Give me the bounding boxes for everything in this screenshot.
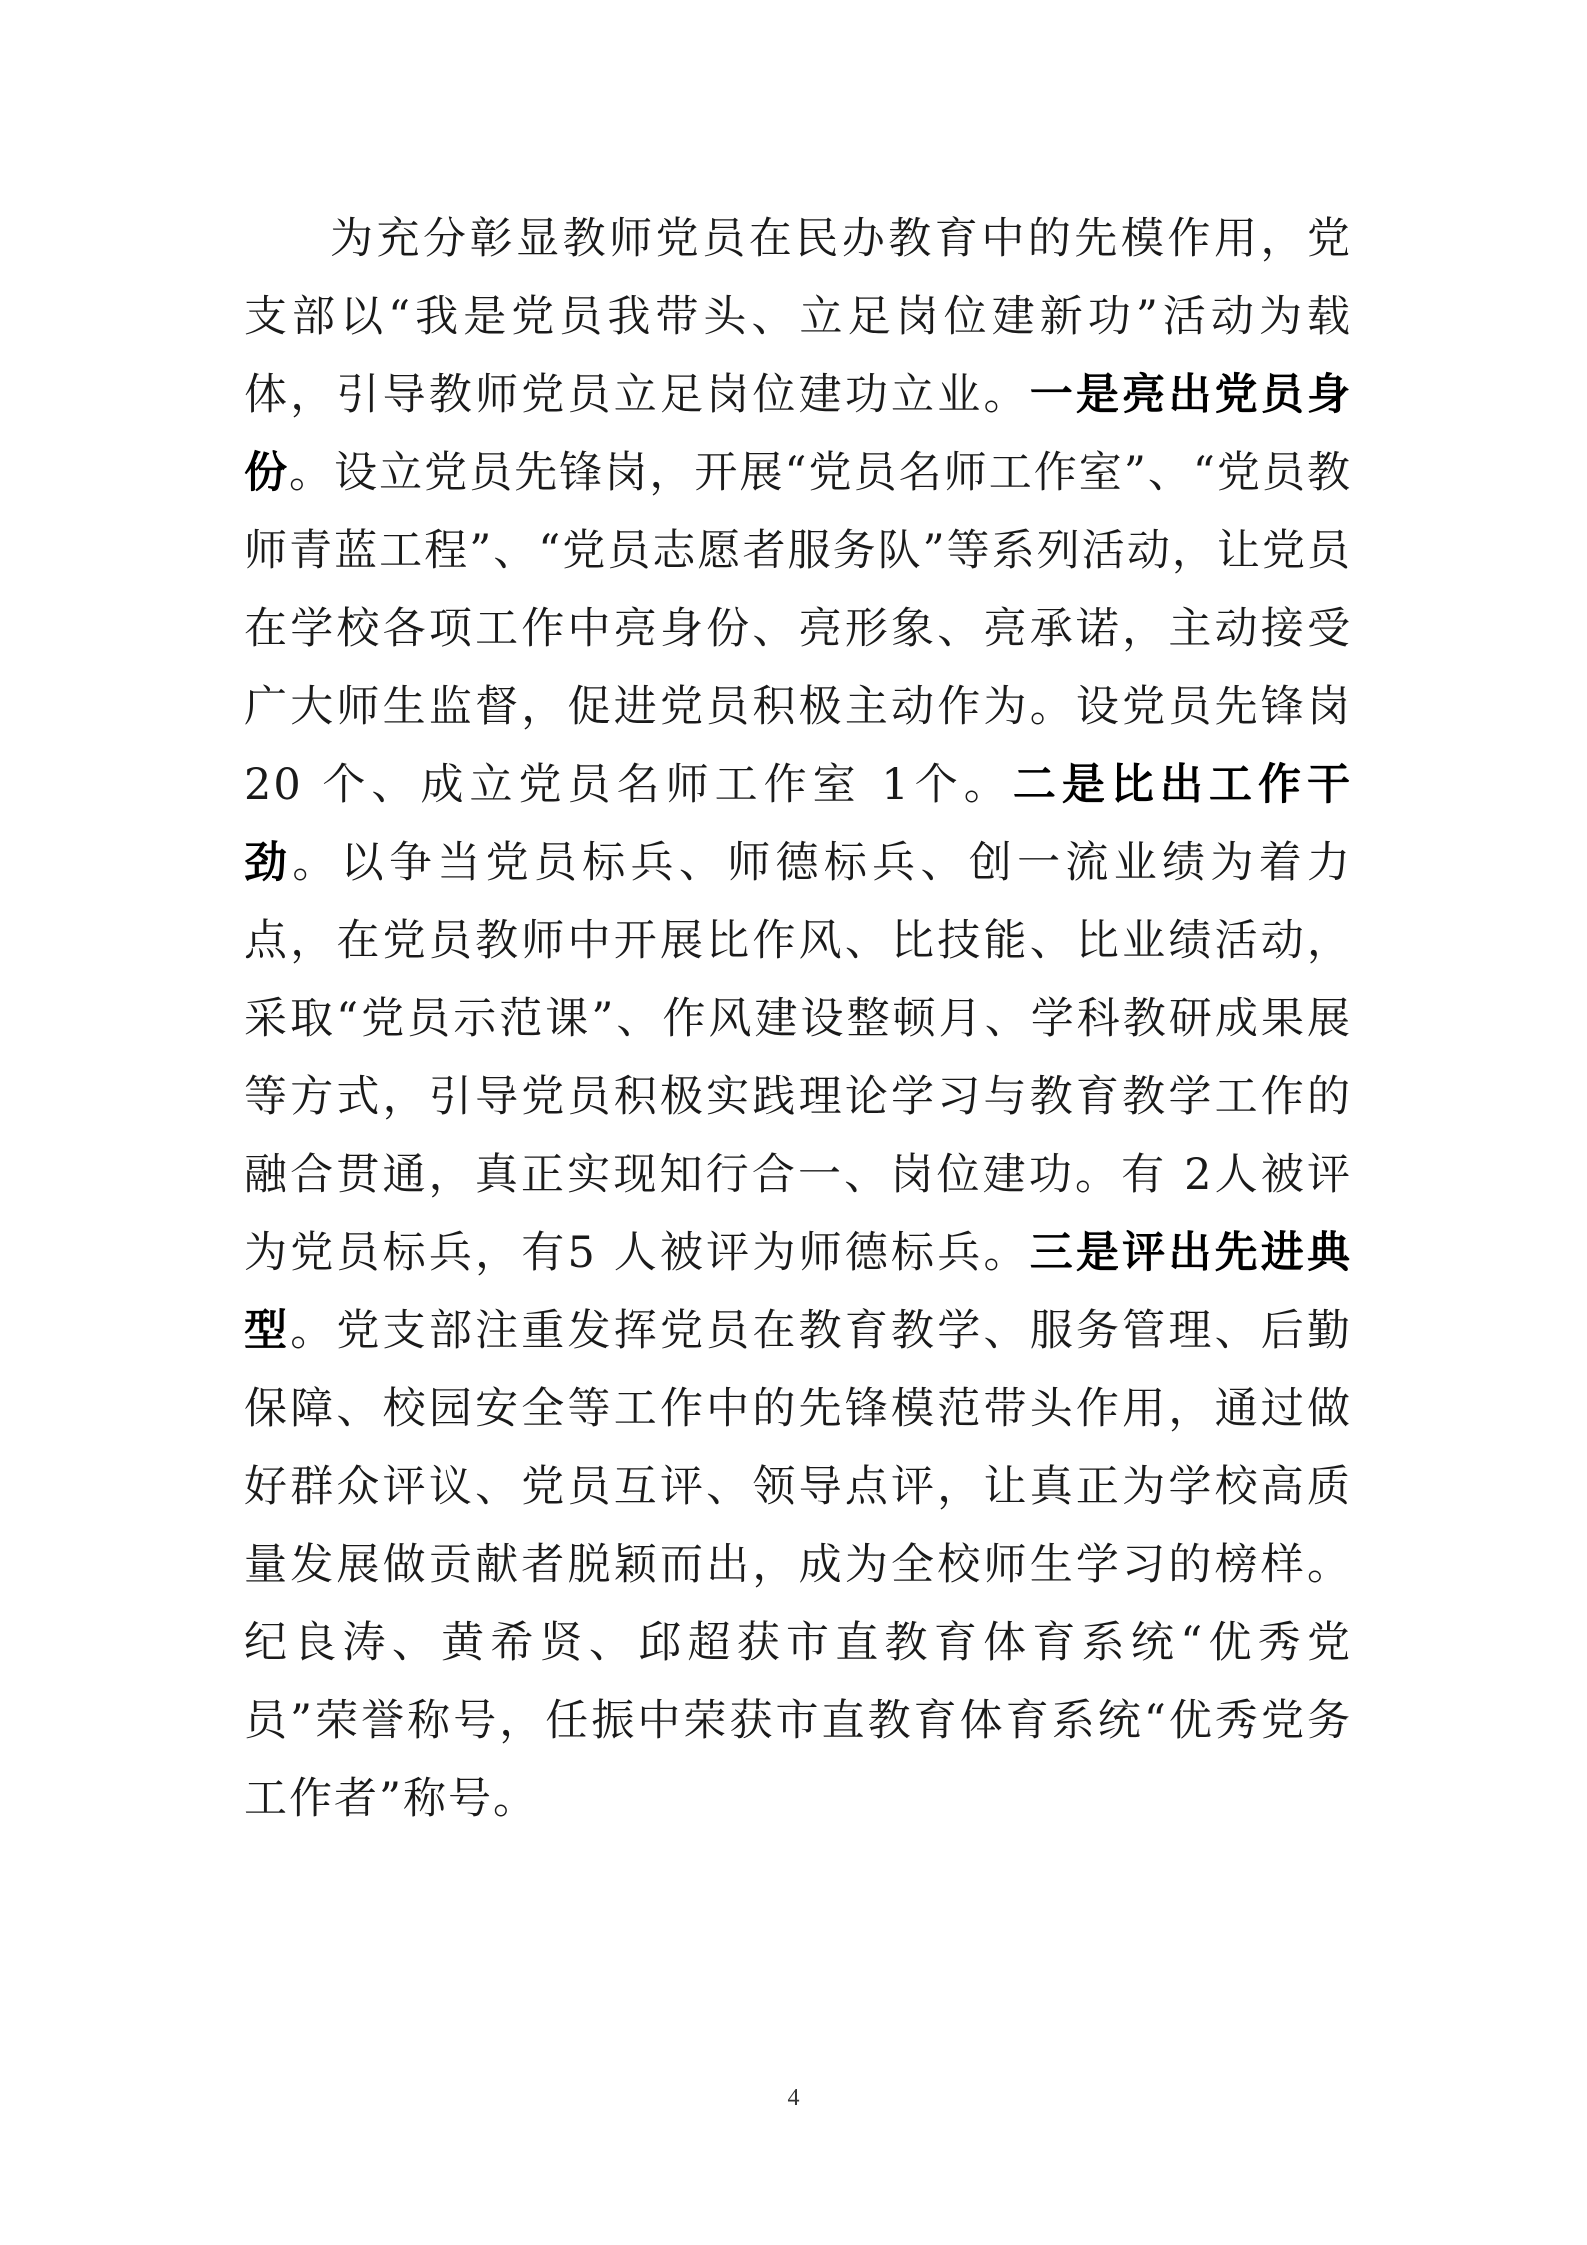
page-number: 4 [787, 2085, 800, 2111]
body-paragraph [244, 200, 1352, 1838]
bold-heading-2: 二是比出工作干劲 [244, 760, 1353, 888]
paragraph-segment-3: 。以争当党员标兵、师德标兵、创一流业绩为着力点，在党员教师中开展比作风、比技能、比业绩活动，采取“党员示范课”、作风建设整顿月、学科教研成果展等方式，引导党员积极实践理论学习与教育教学工作的融合贯通，真正实现知行合一、岗位建功。有 2人被评为党员标兵，有5 人被评为师德标兵。 [244, 838, 1353, 1278]
paragraph-segment-2: 。设立党员先锋岗，开展“党员名师工作室”、“党员教师青蓝工程”、“党员志愿者服务队”等系列活动，让党员在学校各项工作中亮身份、亮形象、亮承诺，主动接受广大师生监督，促进党员积极主动作为。设党员先锋岗20 个、成立党员名师工作室 1个。 [244, 448, 1353, 810]
paragraph-segment-1: 为充分彰显教师党员在民办教育中的先模作用，党支部以“我是党员我带头、立足岗位建新功”活动为载体，引导教师党员立足岗位建功立业。 [244, 214, 1352, 420]
paragraph-segment-4: 。党支部注重发挥党员在教育教学、服务管理、后勤保障、校园安全等工作中的先锋模范带头作用，通过做好群众评议、党员互评、领导点评，让真正为学校高质量发展做贡献者脱颖而出，成为全校师生学习的榜样。纪良涛、黄希贤、邱超获市直教育体育系统“优秀党员”荣誉称号，任振中荣获市直教育体育系统“优秀党务工作者”称号。 [244, 1306, 1353, 1824]
bold-heading-3: 三是评出先进典型 [244, 1228, 1352, 1356]
bold-heading-1: 一是亮出党员身份 [244, 370, 1353, 498]
